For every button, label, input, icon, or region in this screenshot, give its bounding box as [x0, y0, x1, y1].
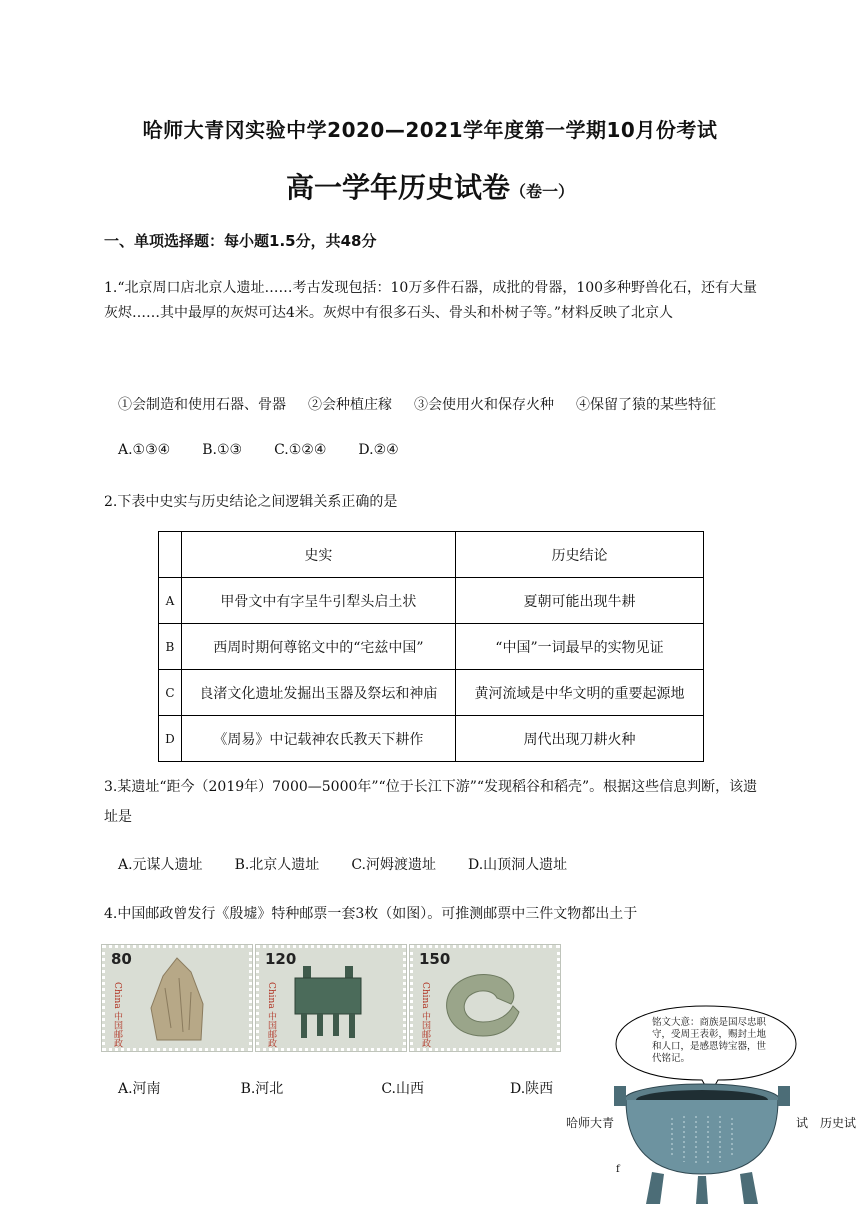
option-d: D.②④ [358, 442, 399, 458]
table-row [159, 578, 704, 624]
table-header-cell: 历史结论 [455, 532, 703, 578]
stamp-bronze-ding [256, 945, 406, 1051]
question-1-options [118, 442, 431, 458]
question-3-text: 3.某遗址“距今（2019年）7000—5000年”“位于长江下游”“发现稻谷和稻壳”。根据这些信息判断，该遗址是 [104, 779, 758, 825]
footer-right-text: 试 历史试 [796, 1116, 857, 1130]
option-b: B.北京人遗址 [234, 857, 320, 873]
history-table [158, 531, 704, 762]
table-cell: C [159, 670, 182, 716]
option-d: D.山顶洞人遗址 [467, 857, 568, 873]
stamp-country: China 中国邮政 [420, 982, 430, 1048]
option-c: C.山西 [381, 1081, 424, 1097]
stamp-value: 150 [419, 950, 451, 968]
paper-title [0, 166, 860, 206]
option-c: C.①②④ [274, 442, 327, 458]
table-cell: “中国”一词最早的实物见证 [455, 624, 703, 670]
stamp-country: China 中国邮政 [112, 982, 122, 1048]
stamp-value: 120 [265, 950, 297, 968]
table-cell: 甲骨文中有字呈牛引犁头启土状 [181, 578, 455, 624]
paper-title-main: 高一学年历史试卷 [285, 171, 510, 204]
table-cell: 夏朝可能出现牛耕 [455, 578, 703, 624]
statement-1: ①会制造和使用石器、骨器 [118, 397, 286, 413]
stamp-country: China 中国邮政 [266, 982, 276, 1048]
bronze-ding-artifact-icon [259, 948, 399, 1048]
school-title: 哈师大青冈实验中学2020—2021学年度第一学期10月份考试 [142, 118, 718, 142]
table-cell: 周代出现刀耕火种 [455, 716, 703, 762]
table-row [159, 670, 704, 716]
stamp-oracle-bone [102, 945, 252, 1051]
question-4-options [118, 1078, 585, 1098]
table-header-cell: 史实 [181, 532, 455, 578]
statement-2: ②会种植庄稼 [308, 397, 392, 413]
table-cell: 良渚文化遗址发掘出玉器及祭坛和神庙 [181, 670, 455, 716]
jade-dragon-artifact-icon [413, 948, 553, 1048]
table-cell: D [159, 716, 182, 762]
option-a: A.元谋人遗址 [118, 857, 203, 873]
table-header-row [159, 532, 704, 578]
question-1-text: 1.“北京周口店北京人遗址……考古发现包括：10万多件石器，成批的骨器，100多种野兽化石，还有大量灰烬……其中最厚的灰烬可达4米。灰烬中有很多石头、骨头和朴树子等。”材料反映了北京人 [104, 280, 758, 321]
table-cell: 《周易》中记载神农氏教天下耕作 [181, 716, 455, 762]
footer-left-text: 哈师大青 [566, 1116, 615, 1130]
option-a: A.①③④ [118, 442, 171, 458]
bronze-vessel-icon [612, 1078, 792, 1206]
table-row [159, 716, 704, 762]
table-row [159, 624, 704, 670]
statement-3: ③会使用火和保存火种 [414, 397, 554, 413]
option-d: D.陕西 [509, 1081, 554, 1097]
footer-mark: f [616, 1164, 620, 1175]
question-4-text: 4.中国邮政曾发行《殷墟》特种邮票一套3枚（如图）。可推测邮票中三件文物都出土于 [104, 906, 638, 922]
stamp-jade-dragon [410, 945, 560, 1051]
oracle-bone-artifact-icon [105, 948, 245, 1048]
paper-subtitle: （卷一） [510, 182, 575, 201]
table-header-cell [159, 532, 182, 578]
option-b: B.①③ [202, 442, 243, 458]
option-a: A.河南 [118, 1081, 161, 1097]
question-2-text: 2.下表中史实与历史结论之间逻辑关系正确的是 [104, 494, 398, 510]
question-1-statements [118, 394, 716, 414]
speech-bubble-text: 铭文大意：商族是国尽忠职守，受周王表彰，赐封土地和人口，是感恩铸宝器，世代铭记。 [652, 1017, 767, 1064]
section-title: 一、单项选择题：每小题1.5分，共48分 [104, 232, 377, 250]
question-3-options [118, 854, 599, 874]
option-b: B.河北 [240, 1081, 284, 1097]
table-cell: 西周时期何尊铭文中的“宅兹中国” [181, 624, 455, 670]
option-c: C.河姆渡遗址 [351, 857, 436, 873]
statement-4: ④保留了猿的某些特征 [576, 397, 716, 413]
stamp-set-image [102, 945, 560, 1051]
table-cell: B [159, 624, 182, 670]
table-cell: A [159, 578, 182, 624]
table-cell: 黄河流域是中华文明的重要起源地 [455, 670, 703, 716]
stamp-value: 80 [111, 950, 132, 968]
